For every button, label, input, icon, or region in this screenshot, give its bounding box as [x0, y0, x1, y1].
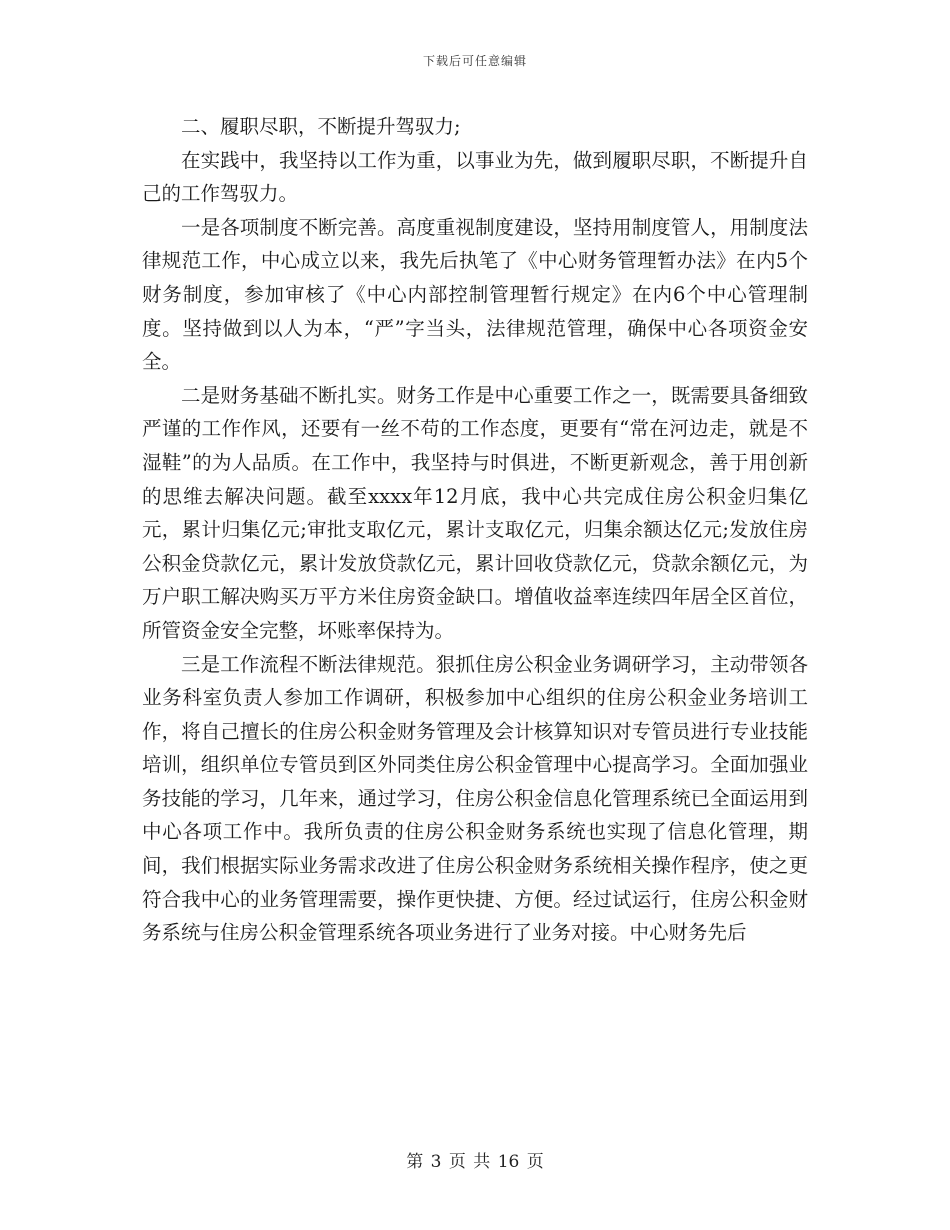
paragraph-systems: 一是各项制度不断完善。高度重视制度建设，坚持用制度管人，用制度法律规范工作，中心成立以来，我先后执笔了《中心财务管理暂办法》在内5个财务制度，参加审核了《中心内部控制管理暂行规定》在内6个中心管理制度。坚持做到以人为本，“严”字当头，法律规范管理，确保中心各项资金安全。 [142, 215, 808, 374]
page-header: 下载后可任意编辑 [422, 54, 527, 68]
paragraph-workflow: 三是工作流程不断法律规范。狠抓住房公积金业务调研学习，主动带领各业务科室负责人参加工作调研，积极参加中心组织的住房公积金业务培训工作，将自己擅长的住房公积金财务管理及会计核算知识对专管员进行专业技能培训，组织单位专管员到区外同类住房公积金管理中心提高学习。全面加强业务技能的学习，几年来，通过学习，住房公积金信息化管理系统已全面运用到中心各项工作中。我所负责的住房公积金财务系统也实现了信息化管理，期间，我们根据实际业务需求改进了住房公积金财务系统相关操作程序，使之更符合我中心的业务管理需要，操作更快捷、方便。经过试运行，住房公积金财务系统与住房公积金管理系统各项业务进行了业务对接。中心财务先后 [142, 652, 808, 945]
section-heading: 二、履职尽职，不断提升驾驭力; [181, 115, 461, 138]
page-footer: 第 3 页 共 16 页 [406, 1152, 544, 1172]
paragraph-finance-basis: 二是财务基础不断扎实。财务工作是中心重要工作之一，既需要具备细致严谨的工作作风，还要有一丝不苟的工作态度，更要有“常在河边走，就是不湿鞋”的为人品质。在工作中，我坚持与时俱进，不断更新观念，善于用创新的思维去解决问题。截至xxxx年12月底，我中心共完成住房公积金归集亿元，累计归集亿元;审批支取亿元，累计支取亿元，归集余额达亿元;发放住房公积金贷款亿元，累计发放贷款亿元，累计回收贷款亿元，贷款余额亿元，为万户职工解决购买万平方米住房资金缺口。增值收益率连续四年居全区首位，所管资金安全完整，坏账率保持为。 [142, 383, 808, 642]
paragraph-intro: 在实践中，我坚持以工作为重，以事业为先，做到履职尽职，不断提升自己的工作驾驭力。 [142, 148, 808, 206]
document-body [142, 110, 808, 950]
